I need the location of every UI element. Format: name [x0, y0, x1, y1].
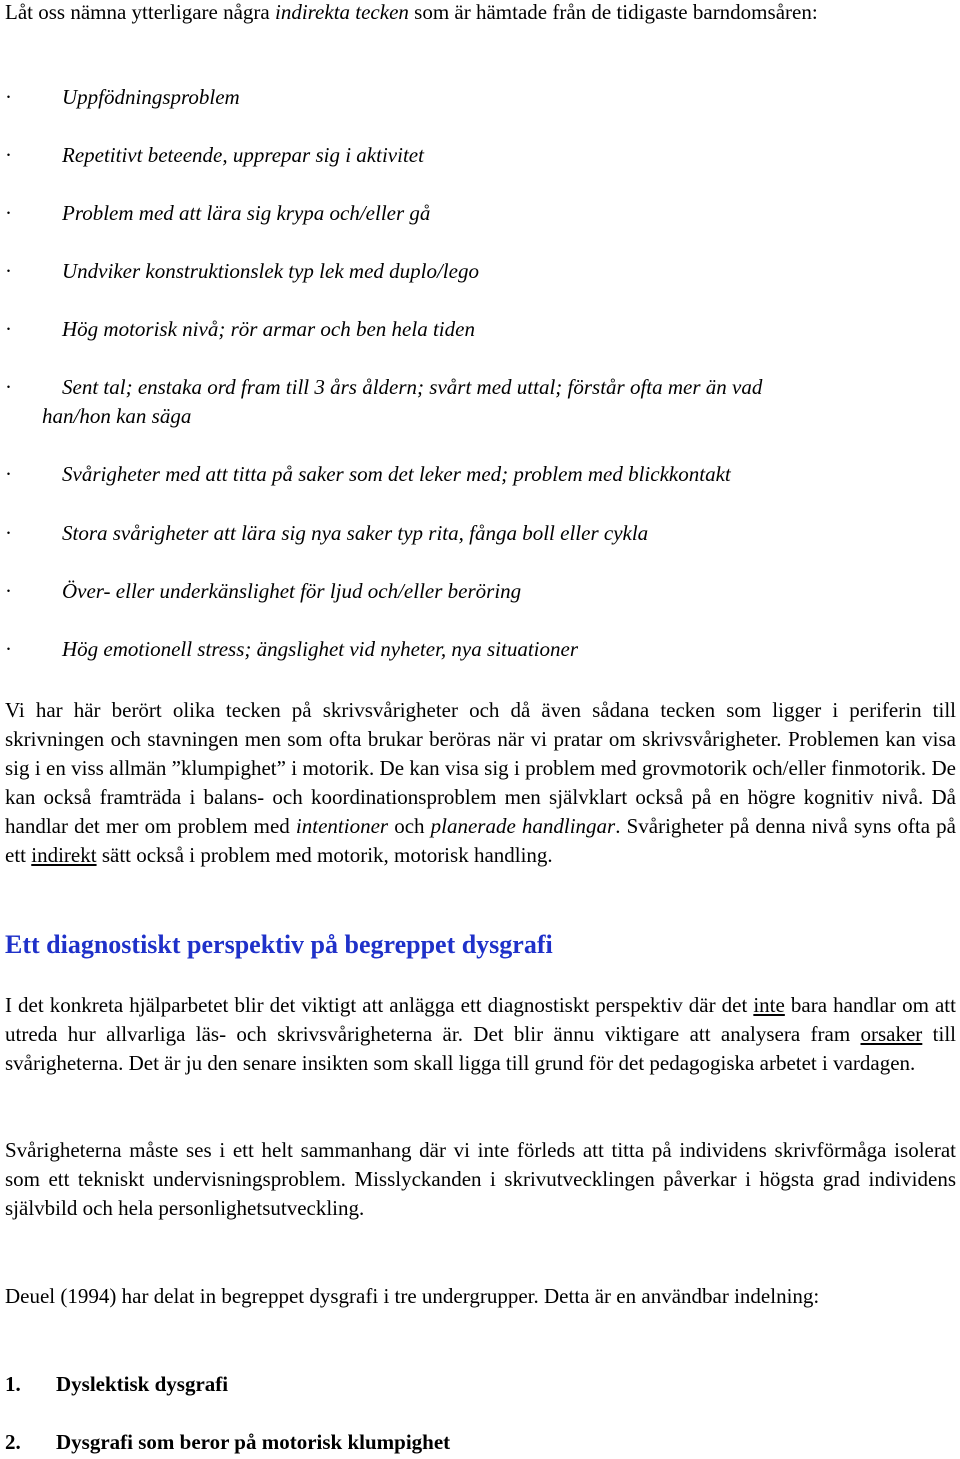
underlined-term: inte: [753, 993, 785, 1017]
paragraph-text: Vi har här berört olika tecken på skrivsvårigheter och då även sådana tecken som ligger i periferin till skrivningen och stavningen men som ofta brukar beröras när vi pratar om skrivsvårigheter. Problemen kan visa sig i en viss allmän ”klumpighet” i motorik. De kan visa sig i problem med grovmotorik och/eller finmotorik. De kan också framträda i balans- och koordinationsproblem men självklart också på en högre kognitiv nivå. Då handlar det mer om problem med: [5, 698, 956, 838]
bullet-marker: ·: [5, 579, 12, 603]
item-text: Dyslektisk dysgrafi: [56, 1372, 229, 1396]
list-item-text: Uppfödningsproblem: [62, 85, 240, 109]
item-text: Dysgrafi som beror på motorisk klumpighet: [56, 1430, 451, 1454]
paragraph-text: och: [388, 814, 431, 838]
paragraph-text: till svårigheterna. Det är ju den senare insikten som skall ligga till grund för det pedagogiska arbetet i vardagen.: [5, 1022, 956, 1075]
list-item-text: Hög emotionell stress; ängslighet vid nyheter, nya situationer: [62, 637, 578, 661]
italic-term: planerade handlingar: [430, 814, 616, 838]
list-item-text: Över- eller underkänslighet för ljud och/eller beröring: [62, 579, 522, 603]
list-item-text: Repetitivt beteende, upprepar sig i aktivitet: [62, 143, 424, 167]
paragraph-text: bara handlar om att utreda hur allvarliga läs- och skrivsvårigheterna är. Det blir ännu viktigare att analysera fram: [5, 993, 956, 1046]
list-item-text-continued: han/hon kan säga: [42, 404, 192, 428]
list-item-text: Sent tal; enstaka ord fram till 3 års åldern; svårt med uttal; förstår ofta mer än vad: [62, 375, 763, 399]
item-number: 1.: [5, 1372, 21, 1396]
paragraph-text: . Svårigheter på denna nivå syns ofta på ett: [5, 814, 956, 867]
list-item-text: Hög motorisk nivå; rör armar och ben hela tiden: [62, 317, 475, 341]
list-item-text: Svårigheter med att titta på saker som det leker med; problem med blickkontakt: [62, 462, 731, 486]
bullet-marker: ·: [5, 375, 12, 399]
intro-paragraph: [5, 0, 956, 27]
underlined-term: indirekt: [31, 843, 97, 867]
bullet-marker: ·: [5, 85, 12, 109]
section-heading: Ett diagnostiskt perspektiv på begreppet dysgrafi: [5, 930, 553, 959]
underlined-term: orsaker: [860, 1022, 923, 1046]
bullet-marker: ·: [5, 201, 12, 225]
body-paragraph-deuel: Deuel (1994) har delat in begreppet dysgrafi i tre undergrupper. Detta är en användbar indelning:: [5, 1284, 820, 1308]
paragraph-text: I det konkreta hjälparbetet blir det viktigt att anlägga ett diagnostiskt perspektiv där det: [5, 993, 754, 1017]
italic-term: intentioner: [295, 814, 389, 838]
bullet-marker: ·: [5, 637, 12, 661]
body-paragraph-diagnostik: [5, 991, 956, 1078]
body-paragraph-sammanhang: Svårigheterna måste ses i ett helt sammanhang där vi inte förleds att titta på individens skrivförmåga isolerat som ett tekniskt undervisningsproblem. Misslyckanden i skrivutvecklingen påverkar i högsta grad individens självbild och hela personlighetsutveckling.: [5, 1138, 956, 1220]
bullet-marker: ·: [5, 462, 12, 486]
list-item-text: Problem med att lära sig krypa och/eller gå: [62, 201, 431, 225]
bullet-marker: ·: [5, 143, 12, 167]
body-paragraph-motorik: [5, 696, 956, 870]
paragraph-text: sätt också i problem med motorik, motorisk handling.: [96, 843, 553, 867]
item-number: 2.: [5, 1430, 21, 1454]
intro-text-after: som är hämtade från de tidigaste barndomsåren:: [408, 0, 818, 24]
intro-text-before: Låt oss nämna ytterligare några: [5, 0, 275, 24]
list-item-text: Undviker konstruktionslek typ lek med duplo/lego: [62, 259, 479, 283]
list-item-text: Stora svårigheter att lära sig nya saker typ rita, fånga boll eller cykla: [62, 521, 649, 545]
bullet-marker: ·: [5, 259, 12, 283]
bullet-marker: ·: [5, 317, 12, 341]
intro-italic-term: indirekta tecken: [274, 0, 409, 24]
bullet-marker: ·: [5, 521, 12, 545]
